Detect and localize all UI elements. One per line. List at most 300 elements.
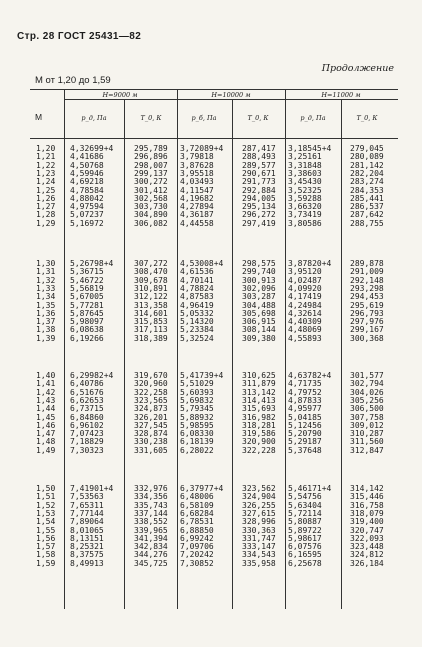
p11-cell: 3,80586 [288,218,322,228]
t9-cell: 312,122 [134,292,168,302]
p10-cell: 7,09706 [180,542,214,552]
t11-cell: 281,142 [350,160,384,170]
t9-cell: 335,743 [134,500,168,510]
p11-cell: 3,18545+4 [288,144,332,153]
p11-cell: 3,52325 [288,185,322,195]
t11-cell: 300,368 [350,333,384,343]
p11-cell: 4,02487 [288,275,322,285]
t11-cell: 324,812 [350,550,384,560]
p11-cell: 4,17419 [288,292,322,302]
p11-cell: 5,80887 [288,517,322,527]
t9-cell: 306,082 [134,218,168,228]
m-cell: 1,44 [36,404,56,414]
p10-cell: 4,78824 [180,283,214,293]
t11-cell: 284,353 [350,185,384,195]
p9-cell: 7,65311 [70,500,104,510]
p9-cell: 5,87645 [70,308,104,318]
t11-cell: 314,142 [350,484,384,493]
p10-cell: 5,14320 [180,317,214,327]
t11-cell: 291,009 [350,267,384,277]
group-header-h9000: H=9000 м [102,91,138,99]
t10-cell: 297,419 [242,218,276,228]
p11-cell: 5,46171+4 [288,484,332,493]
m-cell: 1,29 [36,218,56,228]
t9-cell: 300,272 [134,177,168,187]
p11-cell: 4,09920 [288,283,322,293]
p11-cell: 6,16595 [288,550,322,560]
t9-cell: 298,007 [134,160,168,170]
t10-cell: 296,272 [242,210,276,220]
p11-cell: 5,89722 [288,525,322,535]
t10-cell: 305,698 [242,308,276,318]
t9-cell: 314,601 [134,308,168,318]
m-cell: 1,27 [36,202,56,212]
p9-cell: 7,18829 [70,437,104,447]
p9-cell: 7,53563 [70,492,104,502]
t10-cell: 322,228 [242,445,276,455]
t10-cell: 290,671 [242,168,276,178]
t9-cell: 320,960 [134,379,168,389]
t9-cell: 322,258 [134,387,168,397]
t9-cell: 313,358 [134,300,168,310]
m-cell: 1,39 [36,333,56,343]
p10-cell: 5,60393 [180,387,214,397]
t9-cell: 344,276 [134,550,168,560]
p11-cell: 6,25678 [288,558,322,568]
p10-cell: 5,88932 [180,412,214,422]
h10000-column-divider [232,99,233,609]
t9-cell: 324,873 [134,404,168,414]
t11-cell: 322,093 [350,533,384,543]
m-cell: 1,31 [36,267,56,277]
t11-cell: 312,847 [350,445,384,455]
p11-cell: 4,87833 [288,395,322,405]
t11-cell: 279,045 [350,144,384,153]
p11-cell: 4,95977 [288,404,322,414]
t11-cell: 285,441 [350,193,384,203]
m-cell: 1,32 [36,275,56,285]
t11-cell: 307,758 [350,412,384,422]
t10-cell: 319,586 [242,429,276,439]
m-cell: 1,50 [36,484,56,493]
continuation-label: Продолжение [321,63,394,74]
t10-cell: 331,747 [242,533,276,543]
t11-cell: 315,446 [350,492,384,502]
t9-cell: 303,730 [134,202,168,212]
t10-cell: 328,996 [242,517,276,527]
p10-cell: 4,11547 [180,185,214,195]
p9-cell: 4,32699+4 [70,144,114,153]
t11-cell: 318,079 [350,508,384,518]
p9-cell: 4,69218 [70,177,104,187]
p9-cell: 7,30323 [70,445,104,455]
t10-cell: 323,562 [242,484,276,493]
p10-cell: 4,36187 [180,210,214,220]
t9-cell: 318,389 [134,333,168,343]
p9-cell: 6,51676 [70,387,104,397]
h11000-group-divider [285,89,286,609]
p10-cell: 3,87628 [180,160,214,170]
t9-cell: 330,238 [134,437,168,447]
p11-cell: 5,37648 [288,445,322,455]
p9-cell: 8,49913 [70,558,104,568]
t10-cell: 287,417 [242,144,276,153]
p10-cell: 5,79345 [180,404,214,414]
p10-cell: 6,99242 [180,533,214,543]
m-cell: 1,49 [36,445,56,455]
p10-cell: 7,20242 [180,550,214,560]
t11-cell: 288,755 [350,218,384,228]
t10-cell: 333,147 [242,542,276,552]
p9-cell: 4,88042 [70,193,104,203]
p9-cell: 5,56819 [70,283,104,293]
h9000-column-divider [124,99,125,609]
m-cell: 1,55 [36,525,56,535]
m-cell: 1,43 [36,395,56,405]
t10-cell: 330,363 [242,525,276,535]
p10-cell: 7,30852 [180,558,214,568]
p10-cell: 6,78531 [180,517,214,527]
m-cell: 1,35 [36,300,56,310]
m-cell: 1,22 [36,160,56,170]
p9-cell: 6,40786 [70,379,104,389]
t9-cell: 304,890 [134,210,168,220]
p11-cell: 3,66320 [288,202,322,212]
p10-cell: 3,72089+4 [180,144,224,153]
t10-cell: 289,577 [242,160,276,170]
p9-cell: 5,67005 [70,292,104,302]
t10-cell: 292,884 [242,185,276,195]
m-cell: 1,23 [36,168,56,178]
m-cell: 1,46 [36,420,56,430]
p11-cell: 6,07576 [288,542,322,552]
t11-cell: 289,878 [350,259,384,268]
t11-cell: 323,448 [350,542,384,552]
p11-cell: 3,95120 [288,267,322,277]
p9-cell: 6,96102 [70,420,104,430]
h10000-group-divider [177,89,178,609]
p10-cell: 4,53008+4 [180,259,224,268]
t9-cell: 296,896 [134,152,168,162]
p10-cell: 6,18139 [180,437,214,447]
subheader-t9: T_0, К [140,114,162,122]
p11-cell: 3,31848 [288,160,322,170]
t11-cell: 293,298 [350,283,384,293]
t9-cell: 307,272 [134,259,168,268]
t10-cell: 295,134 [242,202,276,212]
p9-cell: 6,29982+4 [70,371,114,380]
t10-cell: 308,144 [242,325,276,335]
m-cell: 1,53 [36,508,56,518]
p11-cell: 4,32614 [288,308,322,318]
p9-cell: 4,50768 [70,160,104,170]
m-cell: 1,56 [36,533,56,543]
p11-cell: 3,25161 [288,152,322,162]
t9-cell: 332,976 [134,484,168,493]
m-cell: 1,45 [36,412,56,422]
m-cell: 1,36 [36,308,56,318]
m-cell: 1,52 [36,500,56,510]
p9-cell: 8,25321 [70,542,104,552]
m-cell: 1,41 [36,379,56,389]
t11-cell: 292,148 [350,275,384,285]
p10-cell: 5,98595 [180,420,214,430]
t10-cell: 315,693 [242,404,276,414]
p9-cell: 5,26798+4 [70,259,114,268]
subheader-t11: T_0, К [356,114,378,122]
subheader-t10: T_0, К [247,114,269,122]
m-cell: 1,20 [36,144,56,153]
m-cell: 1,34 [36,292,56,302]
t9-cell: 342,834 [134,542,168,552]
p10-cell: 3,79818 [180,152,214,162]
subheader-p10: p_б, Па [191,114,217,122]
t11-cell: 319,400 [350,517,384,527]
t9-cell: 337,144 [134,508,168,518]
t9-cell: 301,412 [134,185,168,195]
t11-cell: 301,577 [350,371,384,380]
p11-cell: 5,98617 [288,533,322,543]
t9-cell: 334,356 [134,492,168,502]
p10-cell: 6,08330 [180,429,214,439]
p11-cell: 3,45430 [288,177,322,187]
p11-cell: 3,87820+4 [288,259,332,268]
page-header: Стр. 28 ГОСТ 25431—82 [17,31,142,42]
t11-cell: 310,287 [350,429,384,439]
t10-cell: 303,287 [242,292,276,302]
t10-cell: 324,904 [242,492,276,502]
p10-cell: 5,32524 [180,333,214,343]
p10-cell: 6,37977+4 [180,484,224,493]
p10-cell: 6,88850 [180,525,214,535]
t11-cell: 296,793 [350,308,384,318]
t10-cell: 310,625 [242,371,276,380]
p11-cell: 4,63782+4 [288,371,332,380]
subheader-p11: p_д, Па [300,114,326,122]
m-cell: 1,58 [36,550,56,560]
t11-cell: 311,560 [350,437,384,447]
t10-cell: 294,005 [242,193,276,203]
t11-cell: 304,026 [350,387,384,397]
t9-cell: 308,470 [134,267,168,277]
p10-cell: 6,48006 [180,492,214,502]
t11-cell: 305,256 [350,395,384,405]
t10-cell: 302,096 [242,283,276,293]
t10-cell: 304,488 [242,300,276,310]
p9-cell: 6,73715 [70,404,104,414]
range-label: М от 1,20 до 1,59 [35,75,111,86]
t10-cell: 299,740 [242,267,276,277]
p9-cell: 5,98097 [70,317,104,327]
h11000-column-divider [341,99,342,609]
t11-cell: 294,453 [350,292,384,302]
p9-cell: 8,37575 [70,550,104,560]
p11-cell: 3,59288 [288,193,322,203]
t10-cell: 300,913 [242,275,276,285]
t10-cell: 288,493 [242,152,276,162]
t9-cell: 326,201 [134,412,168,422]
t11-cell: 295,619 [350,300,384,310]
p10-cell: 4,03493 [180,177,214,187]
t10-cell: 326,255 [242,500,276,510]
t10-cell: 298,575 [242,259,276,268]
p9-cell: 6,62653 [70,395,104,405]
t9-cell: 299,137 [134,168,168,178]
group-header-h10000: H=10000 м [211,91,251,99]
p10-cell: 5,23384 [180,325,214,335]
m-cell: 1,24 [36,177,56,187]
p11-cell: 4,55893 [288,333,322,343]
t9-cell: 310,891 [134,283,168,293]
m-cell: 1,21 [36,152,56,162]
t10-cell: 335,958 [242,558,276,568]
t10-cell: 314,413 [242,395,276,405]
m-cell: 1,25 [36,185,56,195]
p10-cell: 5,41739+4 [180,371,224,380]
p9-cell: 4,59946 [70,168,104,178]
m-cell: 1,48 [36,437,56,447]
m-cell: 1,59 [36,558,56,568]
t9-cell: 295,789 [134,144,168,153]
m-cell: 1,30 [36,259,56,268]
t10-cell: 327,615 [242,508,276,518]
p9-cell: 6,08638 [70,325,104,335]
p9-cell: 5,46722 [70,275,104,285]
t9-cell: 331,605 [134,445,168,455]
t9-cell: 327,545 [134,420,168,430]
t11-cell: 320,747 [350,525,384,535]
p11-cell: 5,04185 [288,412,322,422]
m-cell: 1,51 [36,492,56,502]
m-cell: 1,57 [36,542,56,552]
m-cell: 1,47 [36,429,56,439]
p9-cell: 4,78584 [70,185,104,195]
p11-cell: 5,20790 [288,429,322,439]
p9-cell: 7,89064 [70,517,104,527]
t9-cell: 345,725 [134,558,168,568]
p10-cell: 4,96419 [180,300,214,310]
p9-cell: 8,13151 [70,533,104,543]
m-cell: 1,40 [36,371,56,380]
p11-cell: 5,12456 [288,420,322,430]
p10-cell: 4,19682 [180,193,214,203]
m-cell: 1,38 [36,325,56,335]
p10-cell: 4,70141 [180,275,214,285]
t9-cell: 309,678 [134,275,168,285]
p11-cell: 4,24984 [288,300,322,310]
p9-cell: 4,97594 [70,202,104,212]
p9-cell: 8,01065 [70,525,104,535]
subheader-p9: p_д, Па [81,114,107,122]
group-header-rule [64,99,398,100]
p10-cell: 4,27894 [180,202,214,212]
m-cell: 1,26 [36,193,56,203]
p9-cell: 7,07423 [70,429,104,439]
p10-cell: 6,68284 [180,508,214,518]
t9-cell: 339,965 [134,525,168,535]
p9-cell: 4,41686 [70,152,104,162]
t9-cell: 338,552 [134,517,168,527]
t11-cell: 282,204 [350,168,384,178]
t9-cell: 328,874 [134,429,168,439]
p11-cell: 3,73419 [288,210,322,220]
p11-cell: 3,38603 [288,168,322,178]
p11-cell: 5,54756 [288,492,322,502]
p10-cell: 5,05332 [180,308,214,318]
p9-cell: 6,19266 [70,333,104,343]
table-top-rule [30,89,398,90]
t10-cell: 306,915 [242,317,276,327]
p11-cell: 4,48069 [288,325,322,335]
t10-cell: 316,982 [242,412,276,422]
p9-cell: 6,84860 [70,412,104,422]
p10-cell: 5,69832 [180,395,214,405]
p11-cell: 4,40309 [288,317,322,327]
t9-cell: 319,670 [134,371,168,380]
p10-cell: 3,95518 [180,168,214,178]
t11-cell: 280,089 [350,152,384,162]
p11-cell: 4,79752 [288,387,322,397]
t9-cell: 317,113 [134,325,168,335]
m-column-divider [64,89,65,609]
t9-cell: 315,853 [134,317,168,327]
p10-cell: 4,44558 [180,218,214,228]
p10-cell: 6,28022 [180,445,214,455]
t10-cell: 309,380 [242,333,276,343]
t10-cell: 318,281 [242,420,276,430]
header-bottom-rule [30,138,398,139]
t11-cell: 299,167 [350,325,384,335]
p10-cell: 5,51029 [180,379,214,389]
p10-cell: 4,87583 [180,292,214,302]
t11-cell: 297,976 [350,317,384,327]
t11-cell: 309,012 [350,420,384,430]
t9-cell: 302,568 [134,193,168,203]
p10-cell: 4,61536 [180,267,214,277]
t11-cell: 287,642 [350,210,384,220]
p11-cell: 4,71735 [288,379,322,389]
t11-cell: 302,794 [350,379,384,389]
m-cell: 1,28 [36,210,56,220]
t11-cell: 306,500 [350,404,384,414]
p11-cell: 5,63404 [288,500,322,510]
m-column-header: М [35,112,43,122]
m-cell: 1,37 [36,317,56,327]
p10-cell: 6,58109 [180,500,214,510]
group-header-h11000: H=11000 м [321,91,361,99]
t11-cell: 286,537 [350,202,384,212]
p9-cell: 7,41901+4 [70,484,114,493]
m-cell: 1,54 [36,517,56,527]
t10-cell: 311,879 [242,379,276,389]
t10-cell: 320,900 [242,437,276,447]
t11-cell: 283,274 [350,177,384,187]
t10-cell: 313,142 [242,387,276,397]
m-cell: 1,42 [36,387,56,397]
p11-cell: 5,72114 [288,508,322,518]
t9-cell: 341,394 [134,533,168,543]
t11-cell: 316,758 [350,500,384,510]
p11-cell: 5,29187 [288,437,322,447]
t11-cell: 326,184 [350,558,384,568]
m-cell: 1,33 [36,283,56,293]
p9-cell: 5,16972 [70,218,104,228]
p9-cell: 5,07237 [70,210,104,220]
p9-cell: 5,77281 [70,300,104,310]
p9-cell: 5,36715 [70,267,104,277]
t10-cell: 334,543 [242,550,276,560]
p9-cell: 7,77144 [70,508,104,518]
